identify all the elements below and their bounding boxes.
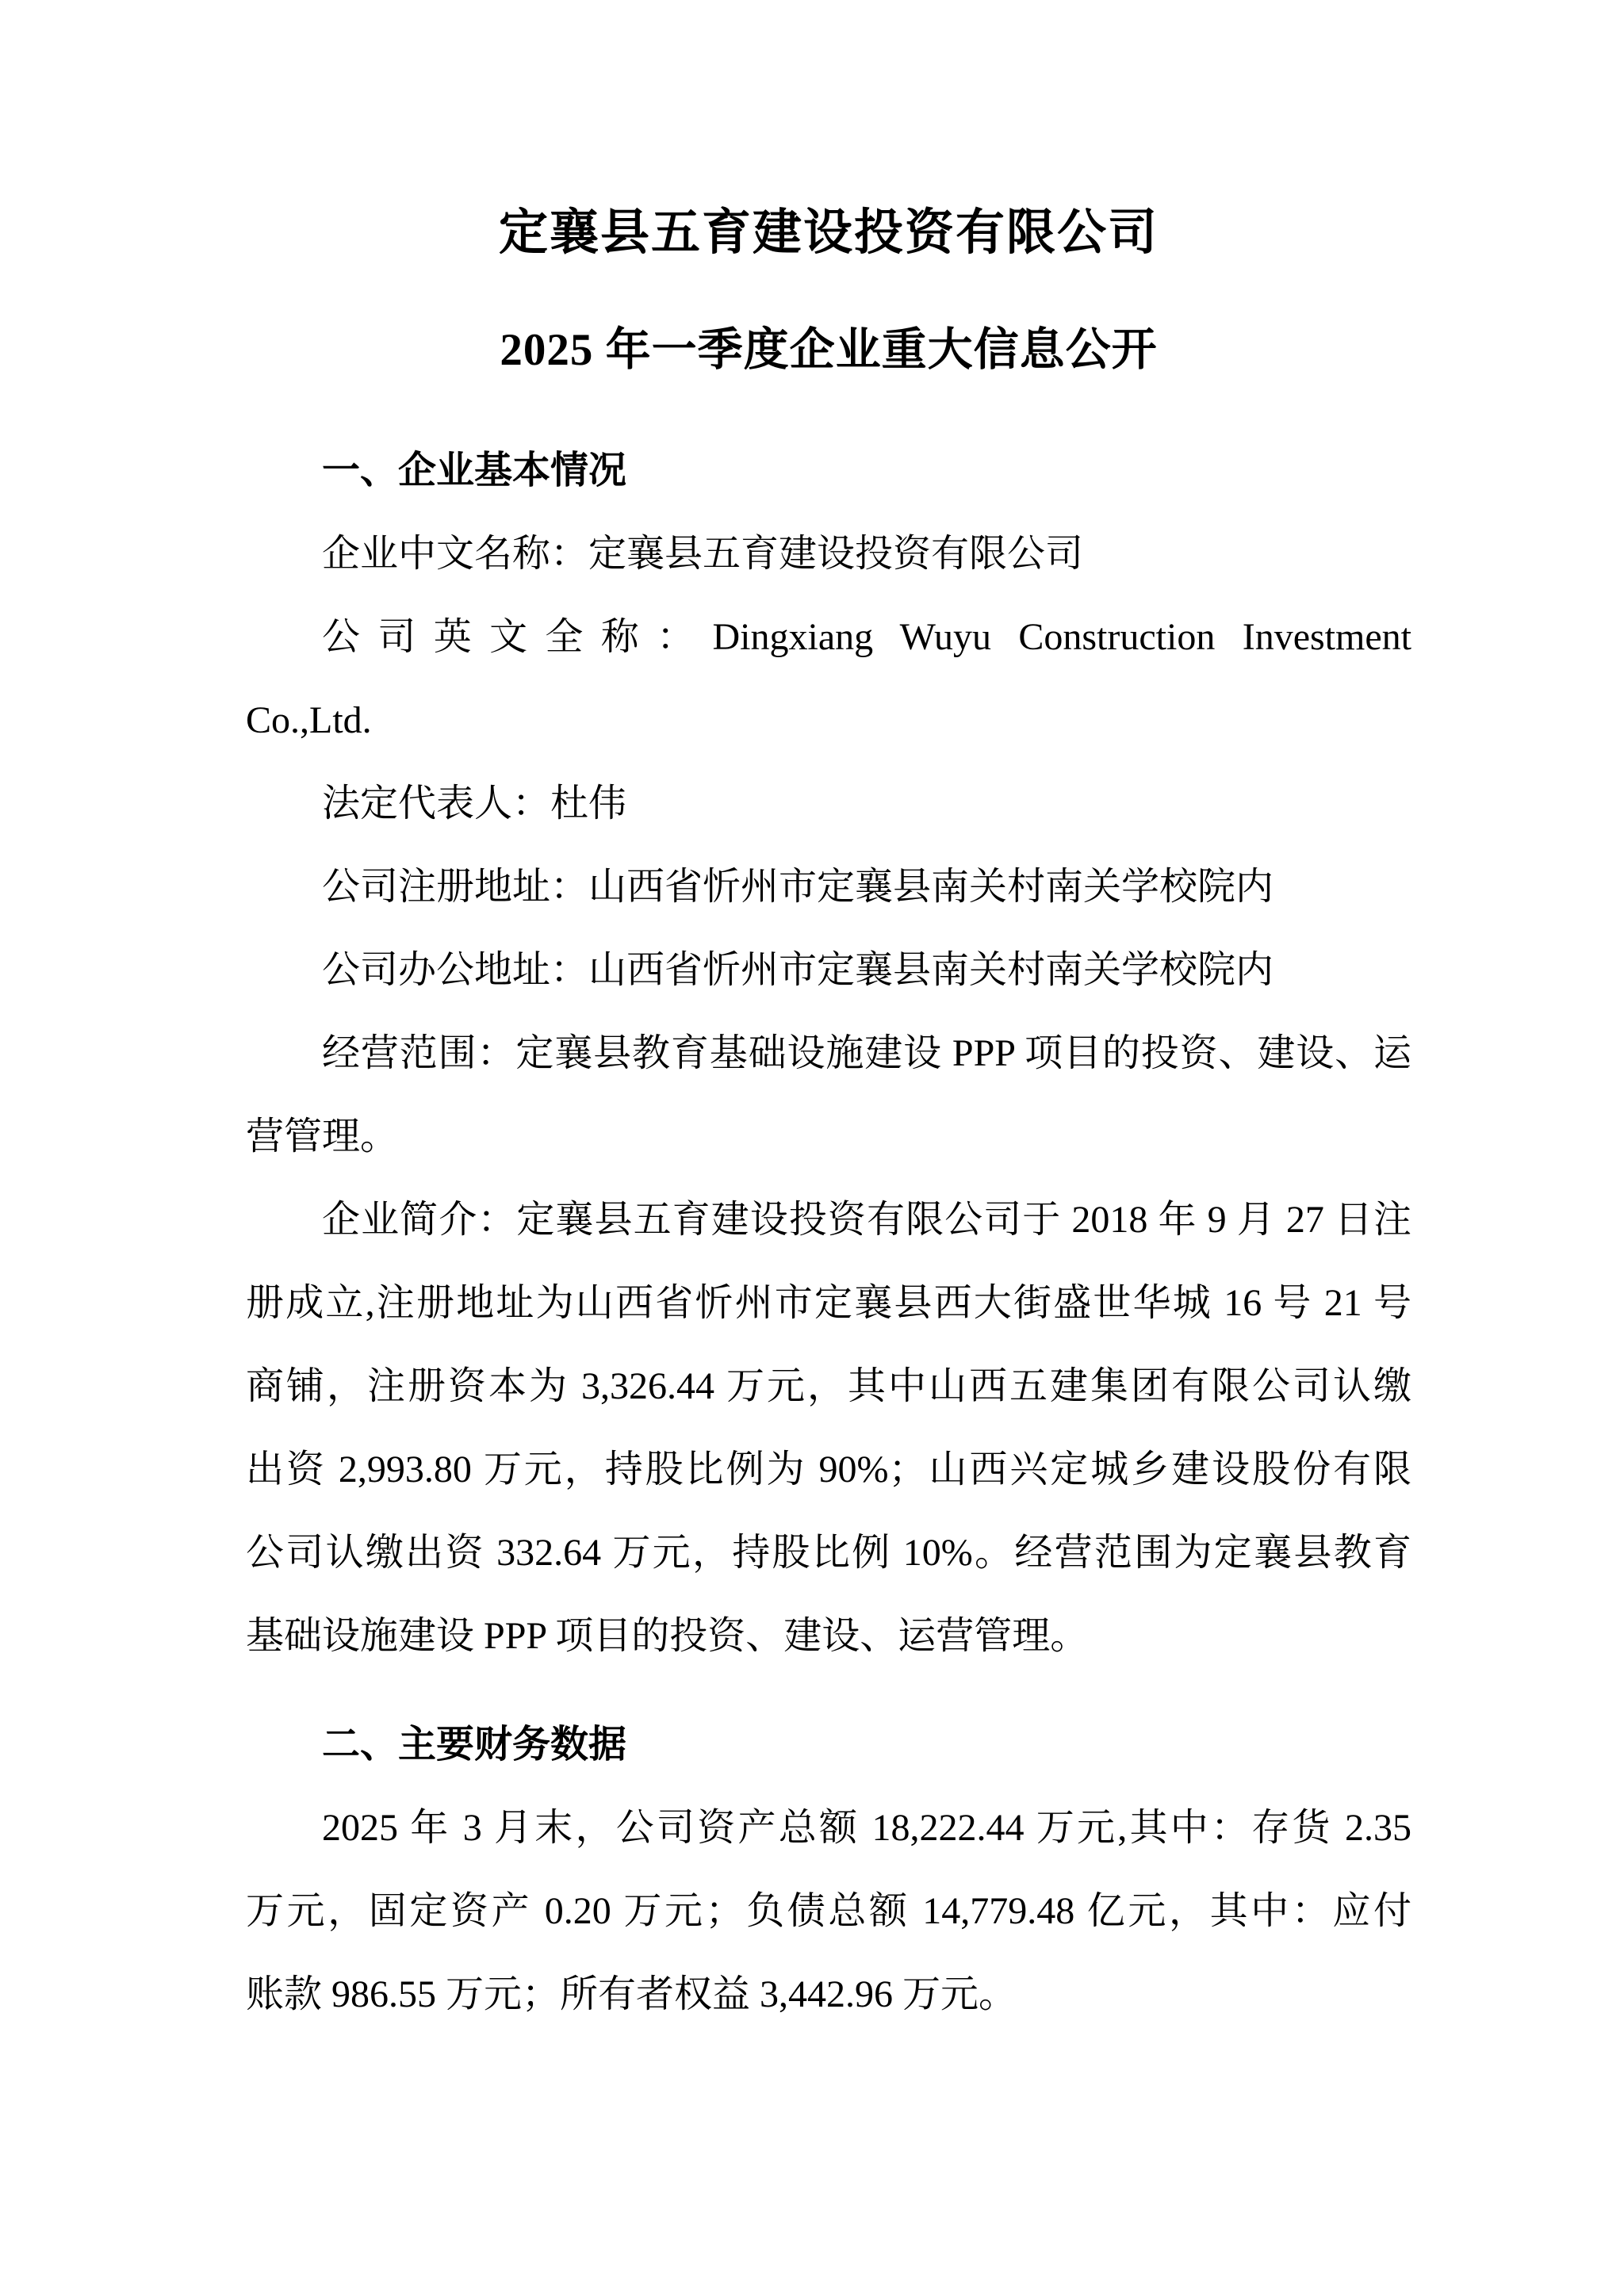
company-profile-line-3: 商铺，注册资本为 3,326.44 万元，其中山西五建集团有限公司认缴 — [246, 1365, 1411, 1407]
office-address-line: 公司办公地址：山西省忻州市定襄县南关村南关学校院内 — [322, 949, 1274, 991]
financial-data-line-1: 2025 年 3 月末，公司资产总额 18,222.44 万元,其中：存货 2.35 — [322, 1807, 1411, 1849]
registered-address-line: 公司注册地址：山西省忻州市定襄县南关村南关学校院内 — [322, 866, 1274, 908]
company-en-name-line-1: 公司英文全称：Dingxiang Wuyu Construction Investment — [322, 616, 1411, 658]
doc-subtitle: 2025 年一季度企业重大信息公开 — [500, 325, 1158, 375]
legal-representative-line: 法定代表人：杜伟 — [322, 783, 627, 825]
company-cn-name-line: 企业中文名称：定襄县五育建设投资有限公司 — [322, 533, 1084, 575]
financial-data-line-3: 账款 986.55 万元；所有者权益 3,442.96 万元。 — [246, 1973, 1017, 2015]
company-profile-line-6: 基础设施建设 PPP 项目的投资、建设、运营管理。 — [246, 1615, 1089, 1657]
company-profile-line-2: 册成立,注册地址为山西省忻州市定襄县西大街盛世华城 16 号 21 号 — [246, 1282, 1411, 1324]
doc-title: 定襄县五育建设投资有限公司 — [498, 206, 1159, 260]
business-scope-line-2: 营管理。 — [246, 1115, 399, 1158]
business-scope-line-1: 经营范围：定襄县教育基础设施建设 PPP 项目的投资、建设、运 — [322, 1032, 1411, 1074]
doc-body — [246, 429, 1411, 2036]
financial-data-line-2: 万元，固定资产 0.20 万元；负债总额 14,779.48 亿元，其中：应付 — [246, 1890, 1411, 1932]
company-profile-line-5: 公司认缴出资 332.64 万元，持股比例 10%。经营范围为定襄县教育 — [246, 1532, 1411, 1574]
section-2-heading: 二、主要财务数据 — [322, 1724, 627, 1766]
company-profile-line-1: 企业简介：定襄县五育建设投资有限公司于 2018 年 9 月 27 日注 — [322, 1199, 1411, 1241]
company-en-name-line-2: Co.,Ltd. — [246, 699, 372, 741]
company-profile-line-4: 出资 2,993.80 万元，持股比例为 90%；山西兴定城乡建设股份有限 — [246, 1448, 1411, 1490]
section-1-heading: 一、企业基本情况 — [322, 450, 627, 492]
